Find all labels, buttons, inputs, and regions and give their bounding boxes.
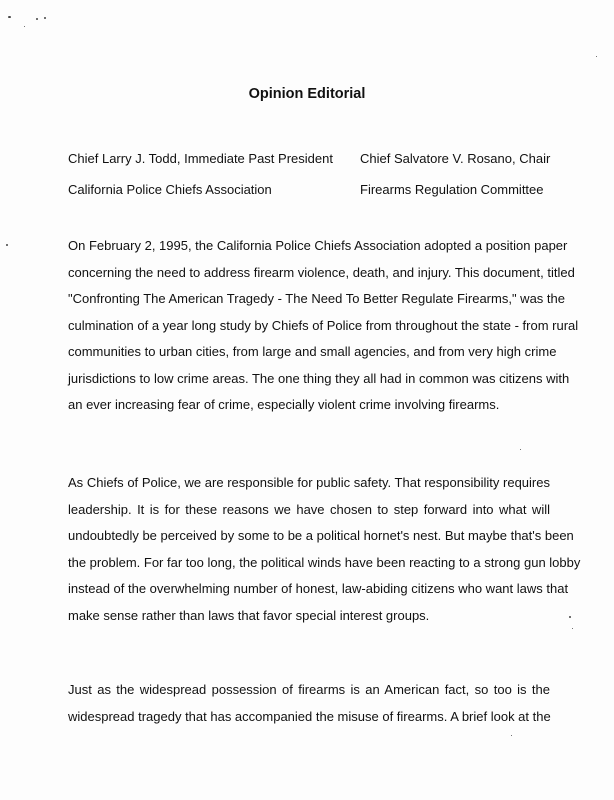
scan-speck: [569, 616, 571, 618]
scan-speck: [44, 17, 46, 19]
scan-speck: [511, 735, 512, 736]
text-line: Just as the widespread possession of firearms is an American fact, so too is the: [68, 682, 550, 697]
paragraph-3: [68, 677, 550, 730]
text-line: instead of the overwhelming number of honest, law-abiding citizens who want laws that: [68, 581, 569, 596]
text-line: communities to urban cities, from large and small agencies, and from very high crime: [68, 344, 557, 359]
scan-speck: [520, 449, 521, 450]
scan-speck: [36, 18, 38, 20]
text-line: make sense rather than laws that favor special interest groups.: [68, 607, 430, 623]
scan-speck: [24, 26, 25, 27]
text-line: widespread tragedy that has accompanied the misuse of firearms. A brief look at the: [68, 708, 551, 724]
text-line: concerning the need to address firearm violence, death, and injury. This document, titled: [68, 264, 575, 280]
author-1-organization: California Police Chiefs Association: [68, 182, 272, 197]
paragraph-2: [68, 470, 581, 629]
author-1-name: Chief Larry J. Todd, Immediate Past President: [68, 151, 333, 166]
text-line: culmination of a year long study by Chiefs of Police from throughout the state - from rural: [68, 317, 579, 333]
scan-speck: [6, 244, 8, 246]
text-line: leadership. It is for these reasons we have chosen to step forward into what will: [68, 501, 550, 517]
text-line: undoubtedly be perceived by some to be a political hornet's nest. But maybe that's been: [68, 528, 574, 543]
author-2-organization: Firearms Regulation Committee: [360, 182, 544, 197]
scan-speck: [596, 56, 597, 57]
document-title: Opinion Editorial: [248, 86, 366, 102]
text-line: jurisdictions to low crime areas. The one thing they all had in common was citizens with: [68, 370, 570, 386]
scan-speck: [572, 628, 573, 629]
author-2-name: Chief Salvatore V. Rosano, Chair: [360, 151, 551, 166]
paragraph-1: [68, 233, 579, 419]
text-line: As Chiefs of Police, we are responsible for public safety. That responsibility requires: [68, 475, 550, 490]
text-line: On February 2, 1995, the California Police Chiefs Association adopted a position paper: [68, 238, 568, 253]
scan-speck: [8, 16, 11, 18]
text-line: an ever increasing fear of crime, especially violent crime involving firearms.: [68, 397, 500, 412]
text-line: the problem. For far too long, the political winds have been reacting to a strong gun lobby: [68, 554, 581, 570]
text-line: "Confronting The American Tragedy - The Need To Better Regulate Firearms," was the: [68, 291, 565, 306]
